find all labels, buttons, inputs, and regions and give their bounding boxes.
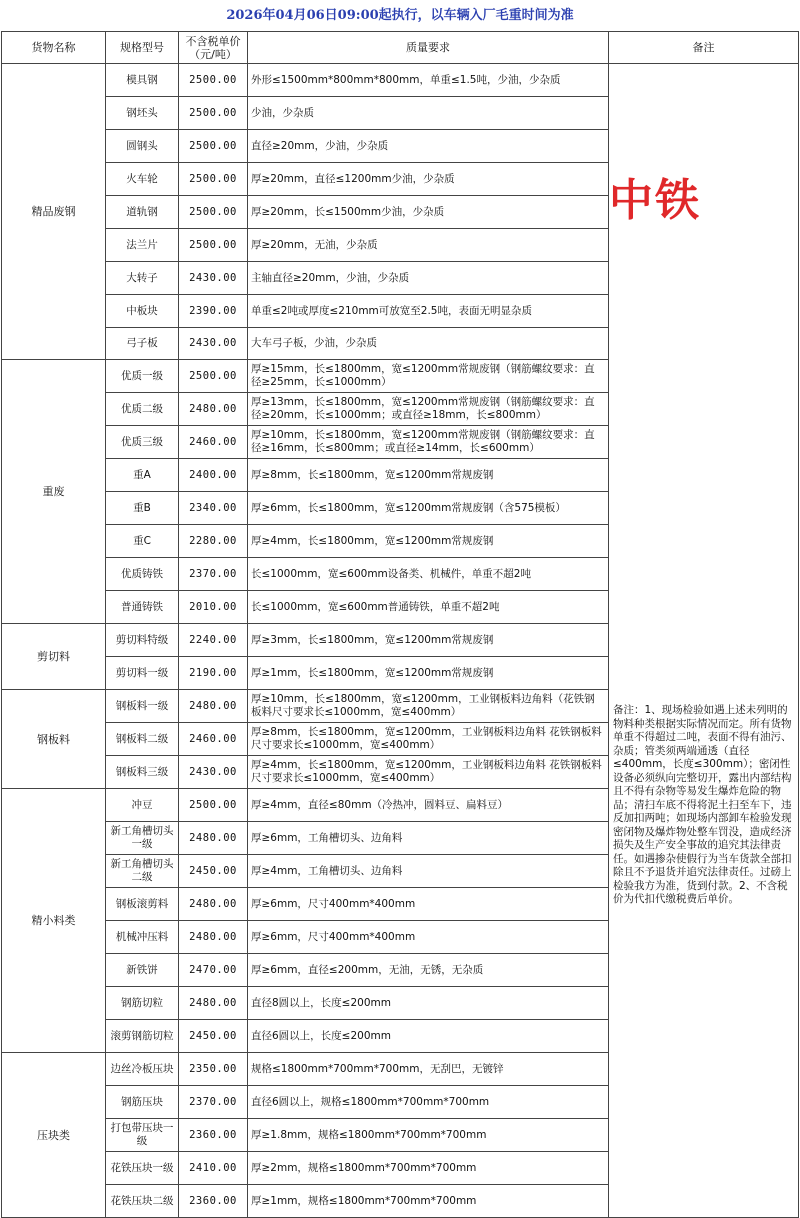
quality-cell: 直径6圆以上，规格≤1800mm*700mm*700mm [248,1086,609,1119]
price-cell: 2460.00 [179,723,248,756]
price-cell: 2500.00 [179,789,248,822]
spec-cell: 模具钢 [106,64,179,97]
price-cell: 2370.00 [179,1086,248,1119]
table-header-row [2,32,799,64]
price-cell: 2500.00 [179,97,248,130]
spec-cell: 大转子 [106,262,179,295]
spec-cell: 剪切料一级 [106,657,179,690]
spec-cell: 道轨钢 [106,196,179,229]
header-quality: 质量要求 [248,32,609,64]
price-cell: 2500.00 [179,196,248,229]
spec-cell: 弓子板 [106,328,179,360]
category-cell: 重废 [2,360,106,624]
quality-cell: 厚≥1.8mm，规格≤1800mm*700mm*700mm [248,1119,609,1152]
spec-cell: 剪切料特级 [106,624,179,657]
price-cell: 2390.00 [179,295,248,328]
price-cell: 2500.00 [179,130,248,163]
spec-cell: 冲豆 [106,789,179,822]
price-cell: 2500.00 [179,229,248,262]
price-cell: 2470.00 [179,954,248,987]
price-cell: 2370.00 [179,558,248,591]
quality-cell: 厚≥13mm，长≤1800mm，宽≤1200mm常规废钢（钢筋螺纹要求：直径≥20mm，长≤1000mm；或直径≥18mm，长≤800mm） [248,393,609,426]
spec-cell: 打包带压块一级 [106,1119,179,1152]
price-cell: 2450.00 [179,1020,248,1053]
table-row [2,64,799,97]
price-cell: 2430.00 [179,328,248,360]
page-title: 2026年04月06日09:00起执行，以车辆入厂毛重时间为准 [226,8,574,23]
spec-cell: 法兰片 [106,229,179,262]
quality-cell: 厚≥4mm，长≤1800mm，宽≤1200mm，工业钢板料边角料 花铁钢板料尺寸要求长≤1000mm，宽≤400mm） [248,756,609,789]
quality-cell: 厚≥15mm，长≤1800mm，宽≤1200mm常规废钢（钢筋螺纹要求：直径≥25mm，长≤1000mm） [248,360,609,393]
spec-cell: 钢板料二级 [106,723,179,756]
price-cell: 2240.00 [179,624,248,657]
spec-cell: 普通铸铁 [106,591,179,624]
spec-cell: 重C [106,525,179,558]
quality-cell: 直径6圆以上，长度≤200mm [248,1020,609,1053]
spec-cell: 钢板滚剪料 [106,888,179,921]
spec-cell: 滚剪钢筋切粒 [106,1020,179,1053]
spec-cell: 优质三级 [106,426,179,459]
quality-cell: 厚≥1mm，长≤1800mm，宽≤1200mm常规废钢 [248,657,609,690]
category-cell: 精品废钢 [2,64,106,360]
spec-cell: 钢板料一级 [106,690,179,723]
quality-cell: 厚≥20mm，长≤1500mm少油，少杂质 [248,196,609,229]
spec-cell: 钢板料三级 [106,756,179,789]
price-cell: 2010.00 [179,591,248,624]
quality-cell: 外形≤1500mm*800mm*800mm，单重≤1.5吨，少油，少杂质 [248,64,609,97]
header-price-line1: 不含税单价 [185,34,241,48]
price-cell: 2480.00 [179,393,248,426]
quality-cell: 厚≥6mm，长≤1800mm，宽≤1200mm常规废钢（含575模板） [248,492,609,525]
price-cell: 2340.00 [179,492,248,525]
quality-cell: 厚≥20mm，无油，少杂质 [248,229,609,262]
spec-cell: 重B [106,492,179,525]
quality-cell: 直径≥20mm，少油，少杂质 [248,130,609,163]
price-cell: 2360.00 [179,1185,248,1218]
remark-cell [609,64,799,1218]
price-cell: 2500.00 [179,360,248,393]
spec-cell: 机械冲压料 [106,921,179,954]
spec-cell: 重A [106,459,179,492]
quality-cell: 厚≥4mm，直径≤80mm（冷热冲，圆料豆、扁料豆） [248,789,609,822]
quality-cell: 厚≥8mm，长≤1800mm，宽≤1200mm常规废钢 [248,459,609,492]
quality-cell: 厚≥6mm，直径≤200mm，无油，无锈，无杂质 [248,954,609,987]
price-cell: 2400.00 [179,459,248,492]
price-cell: 2350.00 [179,1053,248,1086]
price-cell: 2450.00 [179,855,248,888]
price-cell: 2500.00 [179,163,248,196]
category-cell: 钢板料 [2,690,106,789]
category-cell: 压块类 [2,1053,106,1218]
spec-cell: 边丝冷板压块 [106,1053,179,1086]
quality-cell: 厚≥6mm，工角槽切头、边角料 [248,822,609,855]
price-cell: 2480.00 [179,888,248,921]
quality-cell: 规格≤1800mm*700mm*700mm，无刮巴，无镀锌 [248,1053,609,1086]
spec-cell: 新工角槽切头二级 [106,855,179,888]
spec-cell: 钢筋压块 [106,1086,179,1119]
price-cell: 2460.00 [179,426,248,459]
quality-cell: 长≤1000mm，宽≤600mm设备类、机械件，单重不超2吨 [248,558,609,591]
price-cell: 2480.00 [179,822,248,855]
spec-cell: 优质二级 [106,393,179,426]
quality-cell: 厚≥4mm，工角槽切头、边角料 [248,855,609,888]
spec-cell: 花铁压块二级 [106,1185,179,1218]
price-cell: 2190.00 [179,657,248,690]
price-cell: 2430.00 [179,262,248,295]
stamp-logo: 中铁 [609,175,701,226]
header-price [179,32,248,64]
spec-cell: 圆钢头 [106,130,179,163]
price-cell: 2480.00 [179,921,248,954]
header-spec: 规格型号 [106,32,179,64]
spec-cell: 中板块 [106,295,179,328]
quality-cell: 厚≥2mm，规格≤1800mm*700mm*700mm [248,1152,609,1185]
spec-cell: 钢筋切粒 [106,987,179,1020]
quality-cell: 厚≥8mm，长≤1800mm，宽≤1200mm，工业钢板料边角料 花铁钢板料尺寸要求长≤1000mm，宽≤400mm） [248,723,609,756]
header-remark: 备注 [609,32,799,64]
quality-cell: 厚≥1mm，规格≤1800mm*700mm*700mm [248,1185,609,1218]
spec-cell: 优质铸铁 [106,558,179,591]
quality-cell: 大车弓子板，少油，少杂质 [248,328,609,360]
spec-cell: 新铁饼 [106,954,179,987]
quality-cell: 厚≥10mm，长≤1800mm，宽≤1200mm，工业钢板料边角料（花铁钢板料尺寸要求长≤1000mm，宽≤400mm） [248,690,609,723]
quality-cell: 少油，少杂质 [248,97,609,130]
quality-cell: 厚≥6mm，尺寸400mm*400mm [248,888,609,921]
price-cell: 2280.00 [179,525,248,558]
quality-cell: 主轴直径≥20mm，少油，少杂质 [248,262,609,295]
quality-cell: 厚≥4mm，长≤1800mm，宽≤1200mm常规废钢 [248,525,609,558]
header-name: 货物名称 [2,32,106,64]
price-table [1,31,799,1218]
quality-cell: 单重≤2吨或厚度≤210mm可放宽至2.5吨，表面无明显杂质 [248,295,609,328]
price-cell: 2480.00 [179,690,248,723]
category-cell: 精小料类 [2,789,106,1053]
header-price-line2: （元/吨） [189,47,237,61]
price-cell: 2410.00 [179,1152,248,1185]
price-cell: 2430.00 [179,756,248,789]
quality-cell: 厚≥3mm，长≤1800mm，宽≤1200mm常规废钢 [248,624,609,657]
quality-cell: 厚≥10mm，长≤1800mm，宽≤1200mm常规废钢（钢筋螺纹要求：直径≥16mm，长≤800mm；或直径≥14mm，长≤600mm） [248,426,609,459]
quality-cell: 直径8圆以上，长度≤200mm [248,987,609,1020]
category-cell: 剪切料 [2,624,106,690]
spec-cell: 火车轮 [106,163,179,196]
quality-cell: 厚≥6mm，尺寸400mm*400mm [248,921,609,954]
price-cell: 2480.00 [179,987,248,1020]
quality-cell: 长≤1000mm，宽≤600mm普通铸铁，单重不超2吨 [248,591,609,624]
spec-cell: 钢坯头 [106,97,179,130]
price-cell: 2360.00 [179,1119,248,1152]
quality-cell: 厚≥20mm，直径≤1200mm少油，少杂质 [248,163,609,196]
spec-cell: 优质一级 [106,360,179,393]
spec-cell: 花铁压块一级 [106,1152,179,1185]
spec-cell: 新工角槽切头一级 [106,822,179,855]
price-cell: 2500.00 [179,64,248,97]
remark-text: 备注：1、现场检验如遇上述未列明的物料种类根据实际情况而定。所有货物单重不得超过二吨，表面不得有油污、杂质；管类须两端通透（直径≤400mm，长度≤300mm）；密闭性设备必须纵向完整切开，露出内部结构且不得有杂物等易发生爆炸危险的物品；清扫车底不得将泥土扫至车下，违反加扣两吨；如现场内部卸车检验发现密闭物及爆炸物处整车罚没，造成经济损失及生产安全事故的追究其法律责任。如遇掺杂使假行为当车货款全部扣除且不予退货并追究法律责任。过磅上检验我方为准，货到付款。2、不含税价为代扣代缴税费后单价。 [613,704,792,906]
